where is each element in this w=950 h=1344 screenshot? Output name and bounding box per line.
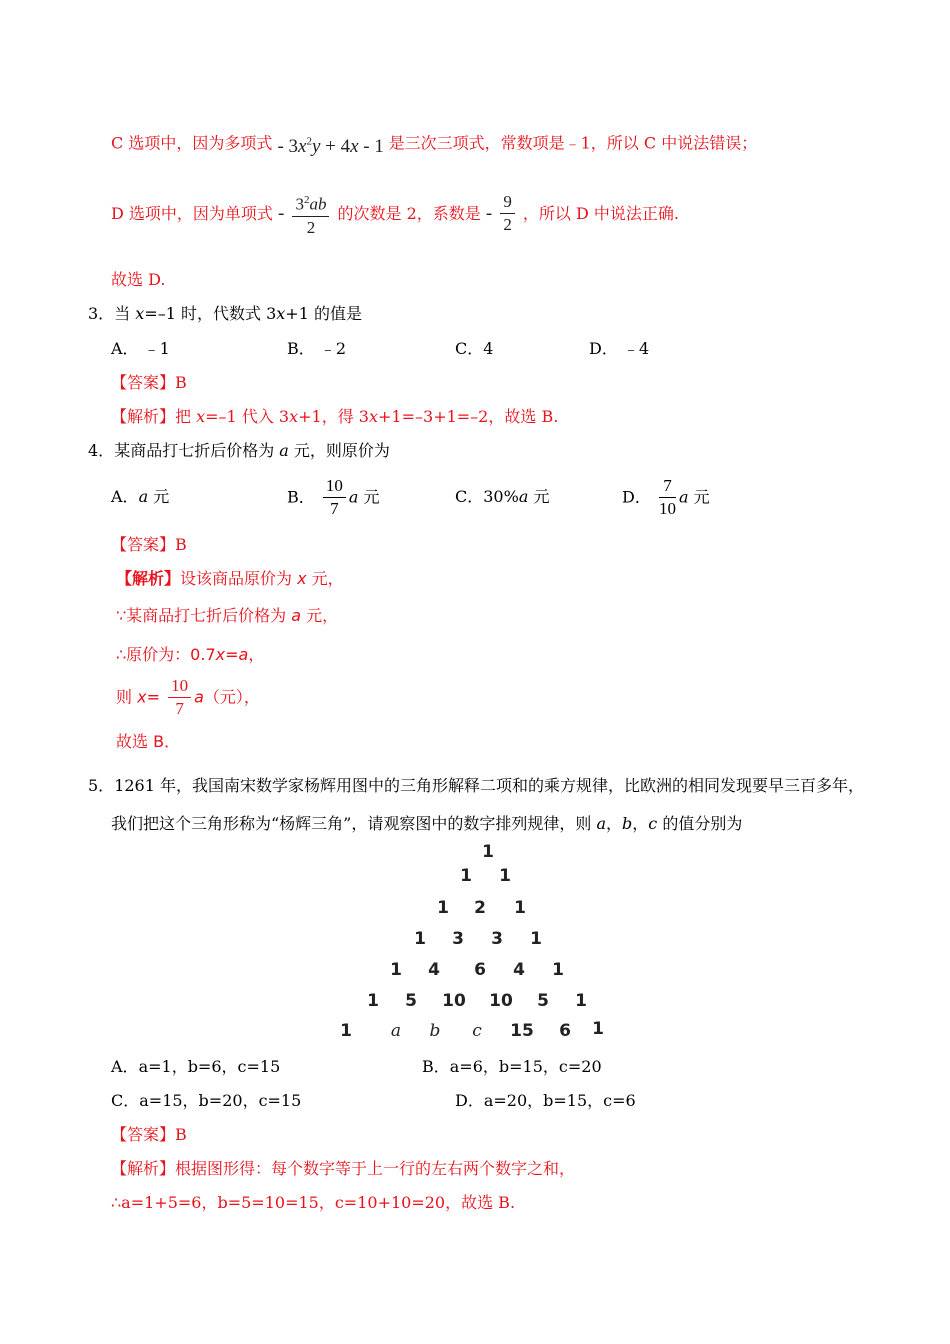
q3-option-a[interactable]: A． ﹣1 <box>111 339 170 358</box>
triangle-number: 6 <box>559 1021 571 1041</box>
triangle-number: 1 <box>499 866 511 886</box>
triangle-number: 1 <box>460 866 472 886</box>
triangle-number: 3 <box>452 929 464 949</box>
q4-option-a[interactable]: A．a 元 <box>111 487 170 506</box>
triangle-number: 10 <box>442 991 466 1011</box>
minus-sign: - <box>278 202 285 224</box>
q4-explanation-4: 则 x= $\frac{10}{7}$ a（元）， <box>116 676 260 718</box>
triangle-number: 1 <box>530 929 542 949</box>
q3-option-b[interactable]: B． ﹣2 <box>287 339 347 358</box>
q4-explanation-1: 【解析】设该商品原价为 x 元， <box>116 569 344 588</box>
q4-explanation-5: 故选 B． <box>116 732 181 751</box>
q5-option-c[interactable]: C．a=15，b=20，c=15 <box>111 1091 302 1110</box>
triangle-number: 5 <box>537 991 549 1011</box>
triangle-number: 4 <box>513 960 525 980</box>
triangle-number: 1 <box>340 1021 352 1041</box>
q4-explanation-fraction: $\frac{10}{7}$ <box>168 676 191 719</box>
q3-answer: 【答案】B <box>111 373 187 392</box>
q5-answer: 【答案】B <box>111 1125 187 1144</box>
triangle-number: 1 <box>437 898 449 918</box>
q3-option-c[interactable]: C．4 <box>455 339 494 358</box>
triangle-unknown-b: b <box>429 1021 441 1041</box>
polynomial-expression: - $3x^2y + 4x - 1$ <box>277 136 384 158</box>
triangle-number: 1 <box>514 898 526 918</box>
q4-answer: 【答案】B <box>111 535 187 554</box>
q4-option-b[interactable]: B． $\frac{10}{7}$ a 元 <box>287 476 380 518</box>
coefficient-fraction: $\frac{9}{2}$ <box>500 192 515 235</box>
q4-explanation-2: ∵某商品打七折后价格为 a 元， <box>116 606 339 625</box>
yang-hui-triangle <box>340 840 610 1045</box>
triangle-number: 15 <box>510 1021 534 1041</box>
minus-sign-2: - <box>485 202 493 224</box>
triangle-number: 10 <box>489 991 513 1011</box>
triangle-number: 1 <box>367 991 379 1011</box>
solution-c-prefix: C 选项中，因为多项式 <box>111 133 273 153</box>
q5-option-d[interactable]: D．a=20，b=15，c=6 <box>455 1091 636 1110</box>
q5-explanation-2: ∴a=1+5=6，b=5=10=15，c=10+10=20，故选 B. <box>111 1193 516 1212</box>
solution-d-suffix: ，所以 D 中说法正确. <box>522 203 680 223</box>
q3-explanation: 【解析】把 x=–1 代入 3x+1，得 3x+1=–3+1=–2，故选 B. <box>111 407 559 426</box>
choose-d-text: 故选 D. <box>111 270 166 289</box>
q4-option-d-fraction: $\frac{7}{10}$ <box>658 476 676 518</box>
triangle-number: 1 <box>592 1019 604 1039</box>
triangle-number: 5 <box>405 991 417 1011</box>
triangle-number: 2 <box>474 898 486 918</box>
q3-stem: 3．当 x=–1 时，代数式 3x+1 的值是 <box>88 304 362 323</box>
solution-c-suffix: 是三次三项式，常数项是﹣1，所以 C 中说法错误； <box>388 133 758 153</box>
q5-explanation-1: 【解析】根据图形得：每个数字等于上一行的左右两个数字之和， <box>111 1159 576 1178</box>
triangle-number: 4 <box>428 960 440 980</box>
triangle-unknown-c: c <box>472 1021 482 1041</box>
q4-stem: 4．某商品打七折后价格为 a 元，则原价为 <box>88 441 390 460</box>
triangle-number: 1 <box>552 960 564 980</box>
q5-stem-line-1: 5．1261 年，我国南宋数学家杨辉用图中的三角形解释二项和的乘方规律，比欧洲的相同发现要早三百多年， <box>88 776 864 795</box>
q4-option-b-fraction: $\frac{10}{7}$ <box>323 476 346 519</box>
triangle-number: 1 <box>482 842 494 862</box>
triangle-number: 3 <box>491 929 503 949</box>
triangle-unknown-a: a <box>390 1021 402 1041</box>
solution-d-line <box>111 190 679 238</box>
solution-d-middle: 的次数是 2，系数是 <box>337 203 481 223</box>
q5-option-a[interactable]: A．a=1，b=6，c=15 <box>111 1057 281 1076</box>
q5-option-b[interactable]: B．a=6，b=15，c=20 <box>422 1057 602 1076</box>
q3-option-d[interactable]: D． ﹣4 <box>589 339 650 358</box>
solution-d-prefix: D 选项中，因为单项式 <box>111 203 273 223</box>
q4-option-d[interactable]: D． $\frac{7}{10}$ a 元 <box>622 476 710 518</box>
triangle-number: 1 <box>575 991 587 1011</box>
triangle-number: 6 <box>474 960 486 980</box>
monomial-fraction: $\frac{3^2ab}{2}$ <box>292 190 329 238</box>
triangle-number: 1 <box>414 929 426 949</box>
q4-option-c[interactable]: C．30%a 元 <box>455 487 550 506</box>
triangle-number: 1 <box>390 960 402 980</box>
q5-stem-line-2: 我们把这个三角形称为“杨辉三角”，请观察图中的数字排列规律，则 a，b，c 的值分别为 <box>111 814 743 833</box>
q4-explanation-3: ∴原价为：0.7x=a， <box>116 645 265 664</box>
solution-c-line <box>111 128 758 158</box>
